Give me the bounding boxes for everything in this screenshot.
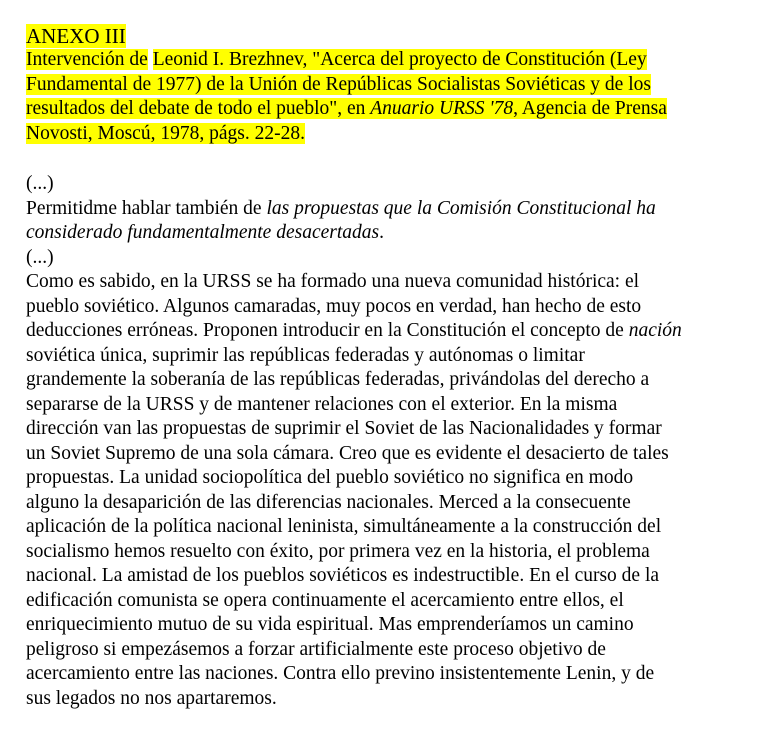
body-line: edificación comunista se opera continuamente el acercamiento entre ellos, el [26,589,624,611]
ellipsis: (...) [26,173,54,194]
annex-title-text: ANEXO III [26,24,126,48]
body-text-run: deducciones erróneas. Proponen introducir en la Constitución el concepto de [26,320,629,341]
body-line [26,221,766,246]
body-line: acercamiento entre las naciones. Contra ello previno insistentemente Lenin, y de [26,663,655,684]
body-line: Como es sabido, en la URSS se ha formado una nueva comunidad histórica: el [26,271,640,292]
body-line [26,197,766,222]
document-page [26,24,766,711]
emphasized-word: nación [628,320,682,341]
citation-line [26,48,766,73]
citation-source-title: Anuario URSS '78 [370,98,514,119]
citation-line [26,97,766,122]
citation-line [26,122,766,147]
body-line [26,319,766,344]
quoted-emphasis: considerado fundamentalmente desacertadas [26,222,380,243]
body-line: un Soviet Supremo de una sola cámara. Creo que es evidente el desacierto de tales [26,442,669,464]
body-text-run: Permitidme hablar también de [26,197,267,219]
spacer [26,146,766,172]
ellipsis: (...) [26,246,54,268]
body-line: socialismo hemos resuelto con éxito, por primera vez en la historia, el problema [26,540,650,562]
body-line: separarse de la URSS y de mantener relaciones con el exterior. En la misma [26,393,618,415]
citation-text: Intervención de [26,49,148,70]
body-line: alguno la desaparición de las diferencias nacionales. Merced a la consecuente [26,491,631,513]
body-line: soviética única, suprimir las repúblicas federadas y autónomas o limitar [26,344,585,366]
body-line: enriquecimiento mutuo de su vida espiritual. Mas emprenderíamos un camino [26,614,634,635]
quoted-emphasis: las propuestas que la Comisión Constitucional ha [266,197,656,219]
citation-line [26,73,766,98]
citation-text: Novosti, Moscú, 1978, págs. 22-28. [26,122,305,144]
body-line: aplicación de la política nacional leninista, simultáneamente a la construcción del [26,516,662,537]
body-text-run: . [379,222,384,243]
body-line: sus legados no nos apartaremos. [26,687,277,709]
body-line: dirección van las propuestas de suprimir el Soviet de las Nacionalidades y formar [26,418,662,439]
body-line: pueblo soviético. Algunos camaradas, muy pocos en verdad, han hecho de esto [26,295,642,317]
citation-text: resultados del debate de todo el pueblo", en [26,98,371,119]
citation-text: Leonid I. Brezhnev, "Acerca del proyecto de Constitución (Ley [152,49,647,70]
citation-text: Fundamental de 1977) de la Unión de Repúblicas Socialistas Soviéticas y de los [26,73,651,95]
body-line: propuestas. La unidad sociopolítica del pueblo soviético no significa en modo [26,467,634,488]
body-line: grandemente la soberanía de las repúblicas federadas, privándolas del derecho a [26,369,650,390]
body-line: nacional. La amistad de los pueblos soviéticos es indestructible. En el curso de la [26,565,660,586]
annex-title [26,24,766,48]
citation [26,48,766,146]
body-text [26,172,766,711]
body-line: peligroso si empezásemos a forzar artificialmente este proceso objetivo de [26,638,606,660]
citation-text: , Agencia de Prensa [513,98,667,119]
